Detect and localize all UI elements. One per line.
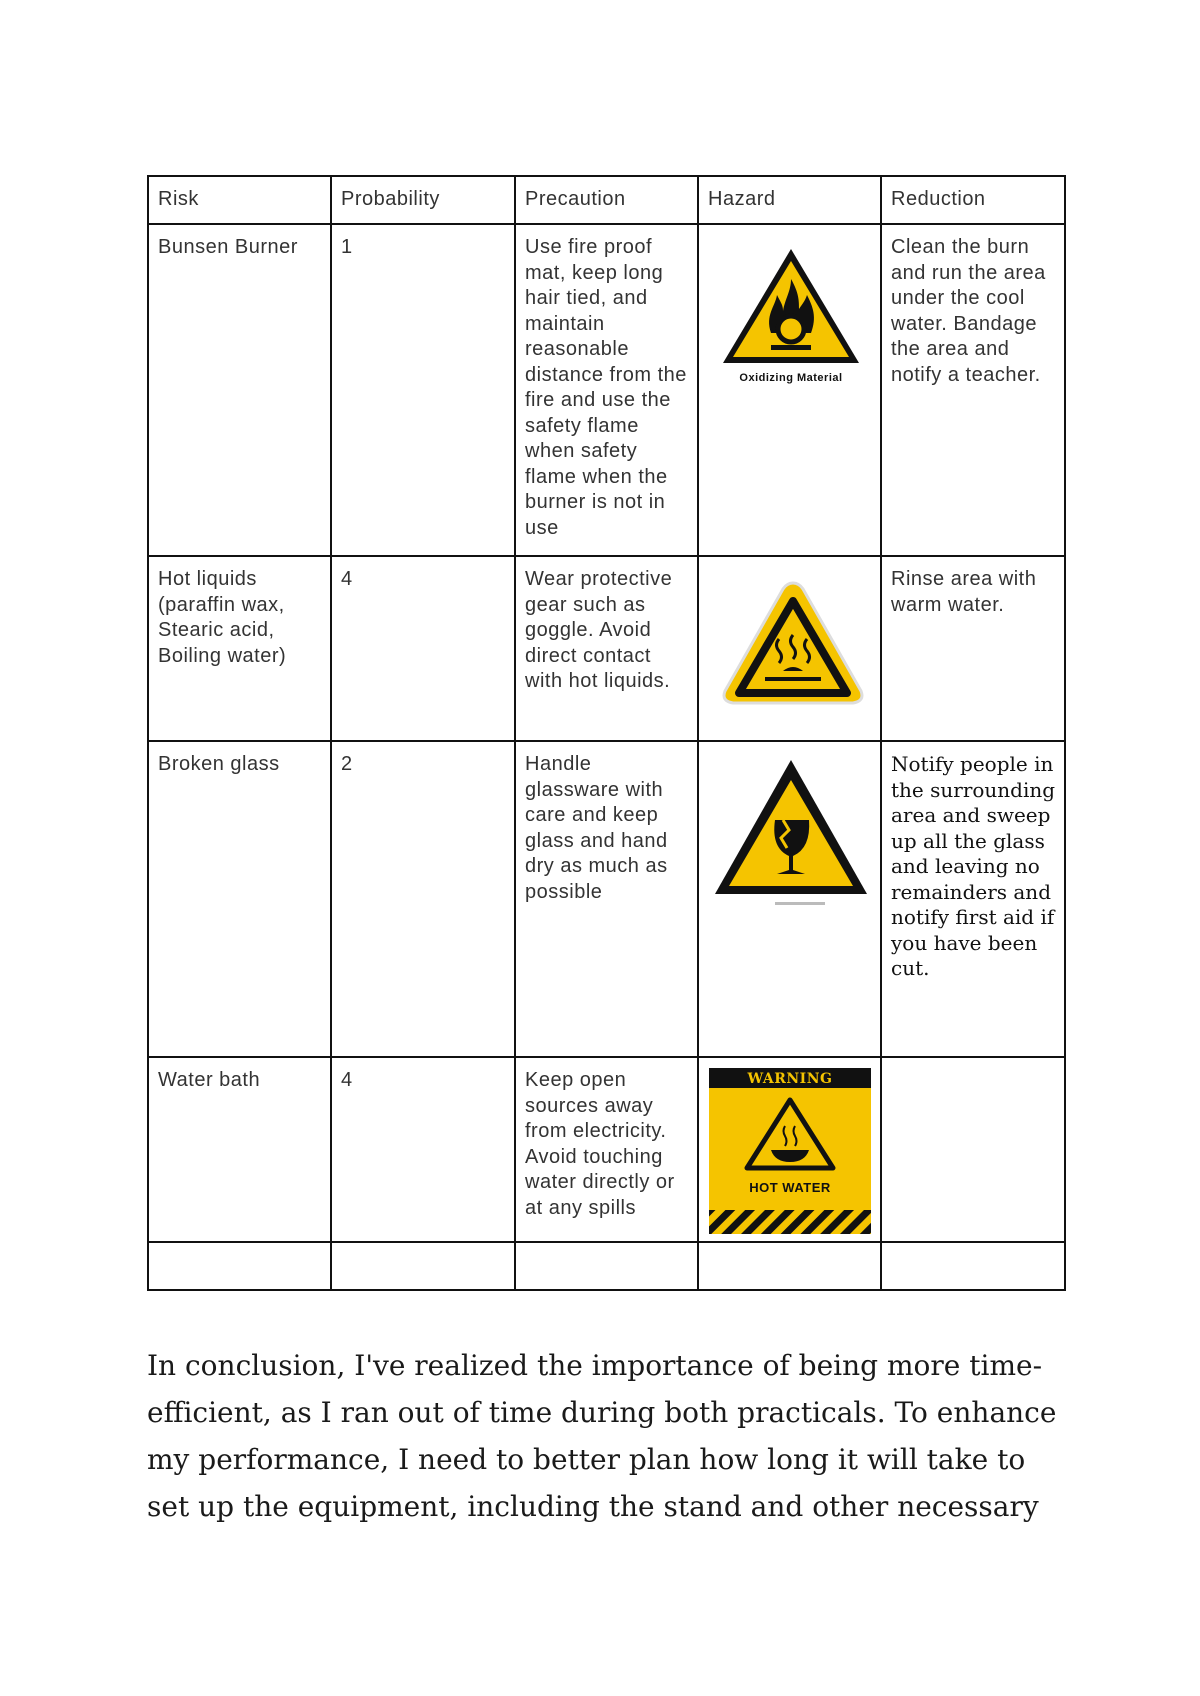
reduction-cell: Clean the burn and run the area under the cool water. Bandage the area and notify a teacher.: [881, 224, 1065, 556]
risk-assessment-table: [147, 175, 1066, 1291]
conclusion-paragraph: In conclusion, I've realized the importance of being more time-efficient, as I ran out of time during both practicals. To enhance my performance, I need to better plan how long it will take to set up the equipment, including the stand and other necessary: [147, 1349, 1057, 1523]
oxidizing-material-label: Oxidizing Material: [739, 372, 843, 384]
precaution-cell: Keep open sources away from electricity. Avoid touching water directly or at any spills: [515, 1057, 698, 1242]
hot-water-warning-icon: [709, 1068, 871, 1234]
header-probability: Probability: [331, 176, 515, 224]
risk-cell: Broken glass: [148, 741, 331, 1057]
header-risk: Risk: [148, 176, 331, 224]
table-row: [148, 224, 1065, 556]
hazard-cell: [698, 556, 881, 741]
table-row: [148, 741, 1065, 1057]
probability-cell: 2: [331, 741, 515, 1057]
warning-banner-label: WARNING: [747, 1071, 833, 1087]
precaution-cell: Use fire proof mat, keep long hair tied, and maintain reasonable distance from the fire and use the safety flame when safety flame when the burner is not in use: [515, 224, 698, 556]
hazard-cell: [698, 224, 881, 556]
hazard-cell: [698, 1057, 881, 1242]
empty-cell: [698, 1242, 881, 1290]
table-header-row: [148, 176, 1065, 224]
oxidizing-material-icon: [719, 245, 863, 385]
risk-cell: Bunsen Burner: [148, 224, 331, 556]
precaution-cell: Handle glassware with care and keep glass and hand dry as much as possible: [515, 741, 698, 1057]
empty-cell: [515, 1242, 698, 1290]
reduction-cell: [881, 1057, 1065, 1242]
header-hazard: Hazard: [698, 176, 881, 224]
empty-cell: [148, 1242, 331, 1290]
table-row-empty: [148, 1242, 1065, 1290]
table-row: [148, 556, 1065, 741]
broken-glass-icon: [713, 758, 869, 908]
risk-cell: Hot liquids (paraffin wax, Stearic acid, Boiling water): [148, 556, 331, 741]
table-row: [148, 1057, 1065, 1242]
precaution-cell: Wear protective gear such as goggle. Avoid direct contact with hot liquids.: [515, 556, 698, 741]
empty-cell: [881, 1242, 1065, 1290]
reduction-cell: Rinse area with warm water.: [881, 556, 1065, 741]
probability-cell: 4: [331, 1057, 515, 1242]
hot-water-label: HOT WATER: [749, 1180, 831, 1195]
probability-cell: 1: [331, 224, 515, 556]
header-precaution: Precaution: [515, 176, 698, 224]
hot-liquid-icon: [721, 579, 865, 715]
probability-cell: 4: [331, 556, 515, 741]
hazard-cell: [698, 741, 881, 1057]
reduction-cell: Notify people in the surrounding area and sweep up all the glass and leaving no remainders and notify first aid if you have been cut.: [881, 741, 1065, 1057]
header-reduction: Reduction: [881, 176, 1065, 224]
risk-cell: Water bath: [148, 1057, 331, 1242]
empty-cell: [331, 1242, 515, 1290]
